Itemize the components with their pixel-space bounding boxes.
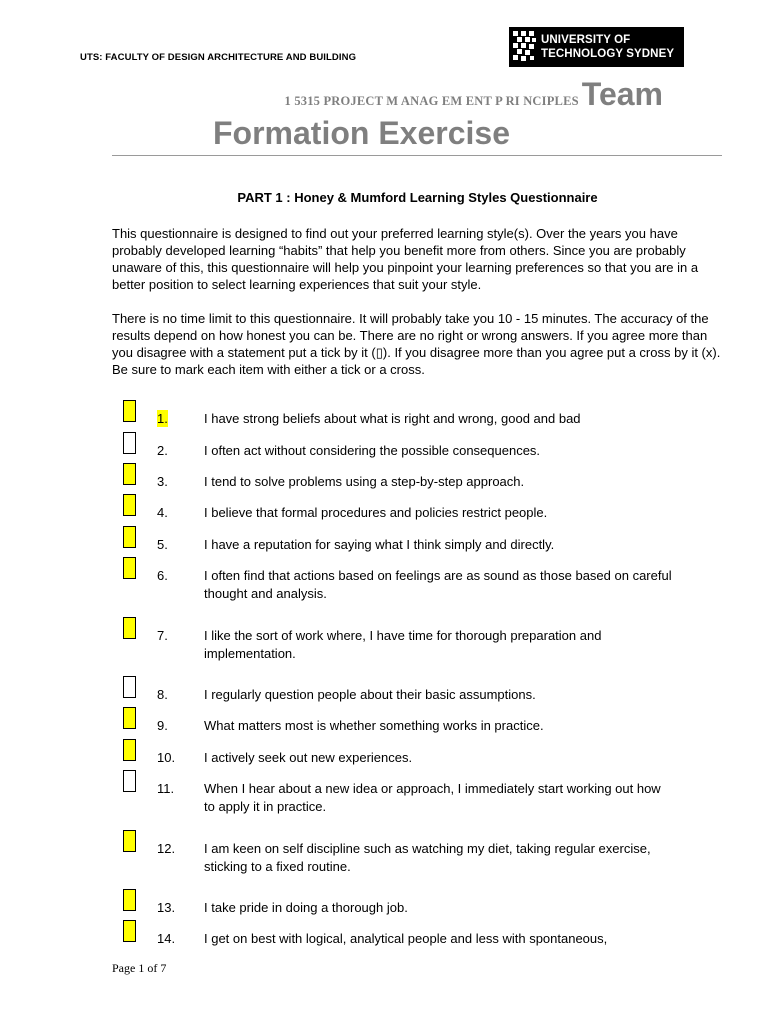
item-statement: I am keen on self discipline such as watching my diet, taking regular exercise, sticking to a fixed routine. [204,841,651,874]
item-statement: When I hear about a new idea or approach, I immediately start working out how to apply it in practice. [204,781,661,814]
faculty-header: UTS: FACULTY OF DESIGN ARCHITECTURE AND BUILDING [80,52,357,63]
list-item [0,780,768,820]
item-number: 12. [157,841,176,856]
item-statement: I actively seek out new experiences. [204,750,413,765]
answer-checkbox[interactable] [123,463,136,485]
list-item [0,627,768,667]
list-item [0,840,768,880]
item-number: 9. [157,718,168,733]
answer-checkbox[interactable] [123,770,136,792]
item-number: 8. [157,687,168,702]
item-statement: I have strong beliefs about what is right and wrong, good and bad [204,411,581,426]
logo-text-line1: UNIVERSITY OF [541,34,631,46]
item-statement: I take pride in doing a thorough job. [204,900,408,915]
answer-checkbox[interactable] [123,400,136,422]
item-number: 6. [157,568,168,583]
item-number: 7. [157,628,168,643]
item-statement: I believe that formal procedures and policies restrict people. [204,505,548,520]
page-title-line2: Formation Exercise [213,115,510,151]
title-divider [112,155,722,156]
uts-logo-mark-icon [512,30,538,64]
item-statement: I often act without considering the possible consequences. [204,443,541,458]
answer-checkbox[interactable] [123,830,136,852]
part-heading: PART 1 : Honey & Mumford Learning Styles Questionnaire [237,190,598,205]
page-footer: Page 1 of 7 [112,961,167,975]
instructions-paragraph: There is no time limit to this questionnaire. It will probably take you 10 - 15 minutes. The accuracy of the results depend on how honest you can be. There are no right or wrong answers. If you agree more than you disagree with a statement put a tick by it (▯). If you disagree more than you agree put a cross by it (x). Be sure to mark each item with either a tick or a cross. [112,311,721,377]
item-number: 14. [157,931,176,946]
item-number: 1. [157,411,168,426]
answer-checkbox[interactable] [123,432,136,454]
title-row [0,76,663,113]
uts-logo [509,27,684,67]
item-statement: I often find that actions based on feelings are as sound as those based on careful thought and analysis. [204,568,672,601]
item-statement: I have a reputation for saying what I think simply and directly. [204,537,555,552]
item-statement: I regularly question people about their basic assumptions. [204,687,536,702]
answer-checkbox[interactable] [123,920,136,942]
item-statement: I get on best with logical, analytical people and less with spontaneous, [204,931,608,946]
answer-checkbox[interactable] [123,739,136,761]
item-statement: What matters most is whether something works in practice. [204,718,544,733]
item-number: 3. [157,474,168,489]
item-number: 5. [157,537,168,552]
item-number: 11. [157,781,175,796]
answer-checkbox[interactable] [123,494,136,516]
item-number: 2. [157,443,168,458]
intro-paragraph: This questionnaire is designed to find out your preferred learning style(s). Over the years you have probably developed learning “habits” that help you benefit more from others. Since you are probably unaware of this, this questionnaire will help you pinpoint your learning preferences so that you are in a better position to select learning experiences that suit your style. [112,226,699,292]
answer-checkbox[interactable] [123,557,136,579]
answer-checkbox[interactable] [123,889,136,911]
answer-checkbox[interactable] [123,617,136,639]
item-statement: I tend to solve problems using a step-by-step approach. [204,474,525,489]
answer-checkbox[interactable] [123,707,136,729]
item-number: 10. [157,750,176,765]
item-number: 4. [157,505,168,520]
item-statement: I like the sort of work where, I have time for thorough preparation and implementation. [204,628,602,661]
logo-text-line2: TECHNOLOGY SYDNEY [541,48,675,60]
item-number: 13. [157,900,176,915]
list-item [0,567,768,607]
answer-checkbox[interactable] [123,676,136,698]
course-code: 1 5315 PROJECT M ANAG EM ENT P RI NCIPLES [284,94,579,108]
page-title-line1: Team [581,76,663,112]
answer-checkbox[interactable] [123,526,136,548]
